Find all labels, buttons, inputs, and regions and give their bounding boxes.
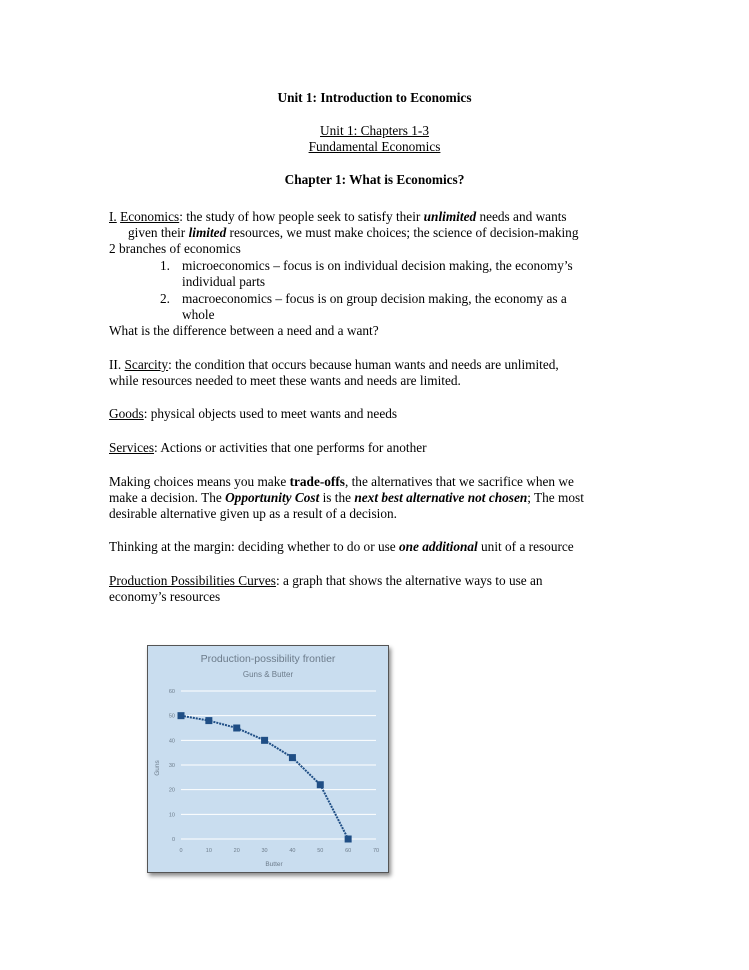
data-point (289, 754, 296, 761)
y-tick-label: 40 (168, 738, 175, 745)
tradeoffs-paragraph-line1: Making choices means you make trade-offs, the alternatives that we sacrifice when we (109, 474, 574, 489)
ppc-term: Production Possibilities Curves (109, 573, 276, 588)
ppc-chart (147, 645, 389, 873)
subtitle-line1: Unit 1: Chapters 1-3 (320, 123, 429, 138)
economics-term: Economics (120, 209, 180, 224)
x-tick-label: 0 (179, 848, 183, 854)
x-tick-label: 60 (345, 848, 352, 854)
y-tick-label: 50 (168, 713, 175, 720)
y-tick-label: 10 (168, 812, 175, 819)
x-tick-label: 50 (317, 848, 324, 854)
list-item-number: 2. (160, 291, 170, 306)
scarcity-definition-cont: while resources needed to meet these wants and needs are limited. (109, 373, 461, 388)
goods-definition: Goods: physical objects used to meet wants and needs (109, 406, 398, 421)
subtitle-line2: Fundamental Economics (308, 139, 441, 154)
data-point (345, 836, 352, 843)
scarcity-definition: II. Scarcity: the condition that occurs because human wants and needs are unlimited, (109, 357, 559, 372)
chapter-title: Chapter 1: What is Economics? (284, 172, 465, 187)
tradeoffs-paragraph-line3: desirable alternative given up as a result of a decision. (109, 506, 397, 521)
economics-definition-cont: given their limited resources, we must make choices; the science of decision-making (128, 225, 579, 240)
x-tick-label: 10 (205, 848, 212, 854)
services-term: Services (109, 440, 155, 455)
list-item-macroeconomics-cont: whole (182, 307, 215, 322)
y-tick-label: 0 (171, 837, 175, 843)
list-item-number: 1. (160, 258, 170, 273)
list-item-microeconomics-cont: individual parts (182, 274, 266, 289)
list-item-microeconomics: microeconomics – focus is on individual decision making, the economy’s (182, 258, 573, 273)
chart-subtitle: Guns & Butter (242, 670, 294, 679)
y-tick-label: 60 (168, 689, 175, 695)
data-point (178, 712, 185, 719)
series-line (181, 716, 348, 839)
y-tick-label: 20 (168, 787, 175, 794)
goods-term: Goods (109, 406, 144, 421)
data-point (233, 725, 240, 732)
x-tick-label: 20 (233, 848, 240, 854)
y-axis-label: Guns (154, 760, 161, 776)
x-tick-label: 70 (372, 848, 380, 854)
economics-definition: I. Economics: the study of how people seek to satisfy their unlimited needs and wants (109, 209, 567, 224)
scarcity-term: Scarcity (124, 357, 169, 372)
tradeoffs-paragraph-line2: make a decision. The Opportunity Cost is the next best alternative not chosen; The most (109, 490, 584, 505)
branches-heading: 2 branches of economics (109, 241, 241, 256)
data-point (205, 717, 212, 724)
x-tick-label: 30 (261, 848, 268, 854)
need-want-question: What is the difference between a need and a want? (109, 323, 379, 338)
x-tick-label: 40 (289, 848, 296, 854)
chart-title: Production-possibility frontier (200, 653, 336, 665)
y-tick-label: 30 (168, 763, 175, 769)
ppc-definition: Production Possibilities Curves: a graph that shows the alternative ways to use an (109, 573, 543, 588)
ppc-definition-cont: economy’s resources (109, 589, 221, 604)
data-point (261, 737, 268, 744)
unit-title: Unit 1: Introduction to Economics (277, 90, 472, 105)
services-definition: Services: Actions or activities that one performs for another (109, 440, 427, 455)
x-axis-label: Butter (265, 861, 283, 868)
ppc-chart-svg (148, 646, 388, 872)
margin-definition: Thinking at the margin: deciding whether to do or use one additional unit of a resource (109, 539, 574, 554)
list-item-macroeconomics: macroeconomics – focus is on group decision making, the economy as a (182, 291, 567, 306)
data-point (317, 781, 324, 788)
